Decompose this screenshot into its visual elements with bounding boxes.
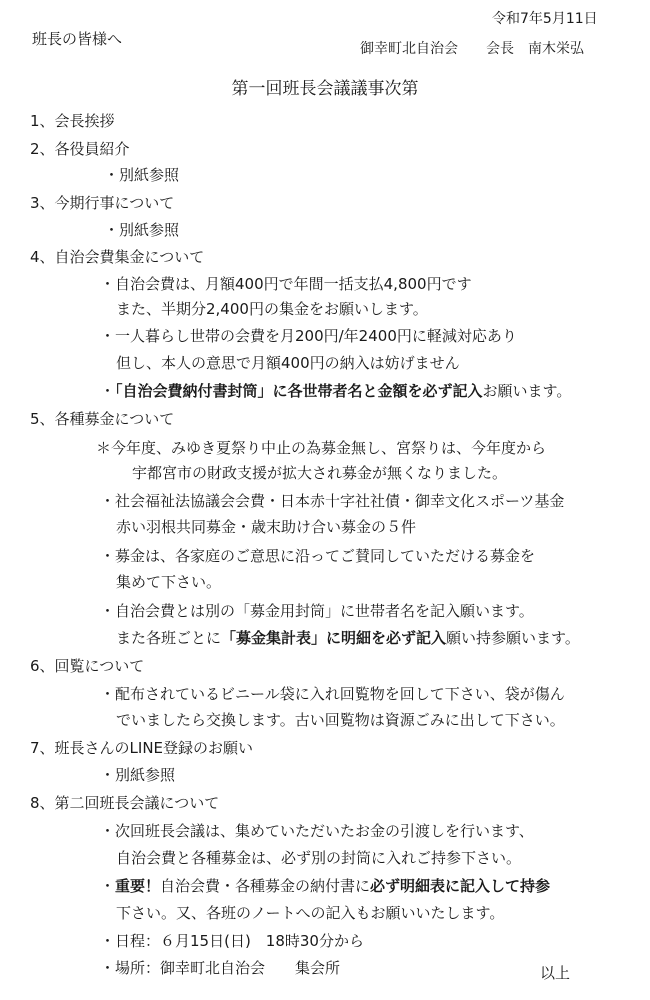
emphasis-text: 「自治会費納付書封筒」に各世帯者名と金額を必ず記入 xyxy=(115,382,483,400)
line-text: ・配布されているビニール袋に入れ回覧物を回して下さい、袋が傷ん xyxy=(100,685,565,703)
line-text: 自治会費・各種募金の納付書に xyxy=(160,877,371,895)
agenda-line xyxy=(116,298,428,320)
agenda-line xyxy=(116,571,221,593)
line-text: ・ xyxy=(100,877,116,895)
agenda-line xyxy=(96,437,546,459)
line-text: 5、各種募金について xyxy=(30,410,175,428)
line-text: 4、自治会費集金について xyxy=(30,248,205,266)
emphasis-text: 重要！ xyxy=(115,877,161,895)
line-text: 自治会費と各種募金は、必ず別の封筒に入れご持参下さい。 xyxy=(116,849,522,867)
agenda-line xyxy=(100,957,340,979)
agenda-line xyxy=(100,875,550,897)
agenda-line xyxy=(30,792,219,814)
line-text: ・社会福祉法協議会会費・日本赤十字社社債・御幸文化スポーツ基金 xyxy=(100,492,565,510)
agenda-line xyxy=(116,902,504,924)
emphasis-text: 「募金集計表」に明細を必ず記入 xyxy=(221,629,447,647)
agenda-line xyxy=(132,462,507,484)
line-text: 2、各役員紹介 xyxy=(30,140,130,158)
line-text: また、半期分2,400円の集金をお願いします。 xyxy=(116,300,428,318)
line-text: ・別紙参照 xyxy=(100,766,176,784)
line-text: 願い持参願います。 xyxy=(446,629,580,647)
line-text: 1、会長挨拶 xyxy=(30,112,115,130)
line-text: ・自治会費は、月額400円で年間一括支払4,800円です xyxy=(100,275,472,293)
agenda-line xyxy=(116,352,460,374)
agenda-line xyxy=(30,110,115,132)
line-text: ・ xyxy=(100,382,116,400)
line-text: ・日程：６月15日(日) 18時30分から xyxy=(100,932,364,950)
agenda-line xyxy=(30,138,130,160)
addressee: 班長の皆様へ xyxy=(32,30,123,48)
line-text: ・自治会費とは別の「募金用封筒」に世帯者名を記入願います。 xyxy=(100,602,534,620)
line-text: ・一人暮らし世帯の会費を月200円/年2400円に軽減対応あり xyxy=(100,327,517,345)
line-text: でいましたら交換します。古い回覧物は資源ごみに出して下さい。 xyxy=(116,711,565,729)
agenda-line xyxy=(30,408,174,430)
closing-mark: 以上 xyxy=(540,964,571,982)
agenda-line xyxy=(116,847,521,869)
line-text: 赤い羽根共同募金・歳末助け合い募金の５件 xyxy=(116,518,417,536)
line-text: 6、回覧について xyxy=(30,657,145,675)
agenda-line xyxy=(100,545,535,567)
agenda-line xyxy=(100,325,517,347)
agenda-line xyxy=(100,764,175,786)
line-text: ・別紙参照 xyxy=(104,221,180,239)
line-text: 8、第二回班長会議について xyxy=(30,794,220,812)
line-text: 3、今期行事について xyxy=(30,194,175,212)
date: 令和7年5月11日 xyxy=(492,11,598,27)
line-text: ・募金は、各家庭のご意思に沿ってご賛同していただける募金を xyxy=(100,547,536,565)
agenda-line xyxy=(100,930,364,952)
agenda-line xyxy=(30,655,144,677)
agenda-line xyxy=(100,490,564,512)
agenda-line xyxy=(30,737,253,759)
agenda-line xyxy=(100,683,565,705)
agenda-line xyxy=(100,380,571,402)
agenda-line xyxy=(30,192,174,214)
agenda-line xyxy=(104,164,179,186)
line-text: ・場所：御幸町北自治会 集会所 xyxy=(100,959,341,977)
line-text: 下さい。又、各班のノートへの記入もお願いいたします。 xyxy=(116,904,505,922)
agenda-line xyxy=(116,709,565,731)
line-text: 但し、本人の意思で月額400円の納入は妨げません xyxy=(116,354,460,372)
line-text: 集めて下さい。 xyxy=(116,573,222,591)
line-text: 7、班長さんのLINE登録のお願い xyxy=(30,739,254,757)
agenda-line xyxy=(104,219,179,241)
line-text: ＊今年度、みゆき夏祭り中止の為募金無し、宮祭りは、今年度から xyxy=(96,439,547,457)
agenda-line xyxy=(100,600,534,622)
agenda-line xyxy=(116,627,580,649)
agenda-line xyxy=(100,273,472,295)
agenda-line xyxy=(116,516,416,538)
line-text: 宇都宮市の財政支援が拡大され募金が無くなりました。 xyxy=(132,464,508,482)
line-text: ・次回班長会議は、集めていただいたお金の引渡しを行います、 xyxy=(100,822,534,840)
line-text: お願います。 xyxy=(482,382,572,400)
line-text: ・別紙参照 xyxy=(104,166,180,184)
organization-signature: 御幸町北自治会 会長 南木栄弘 xyxy=(360,41,584,57)
page-title: 第一回班長会議議事次第 xyxy=(231,79,419,99)
agenda-line xyxy=(100,820,534,842)
emphasis-text: 必ず明細表に記入して持参 xyxy=(370,877,551,895)
line-text: また各班ごとに xyxy=(116,629,222,647)
agenda-line xyxy=(30,246,204,268)
